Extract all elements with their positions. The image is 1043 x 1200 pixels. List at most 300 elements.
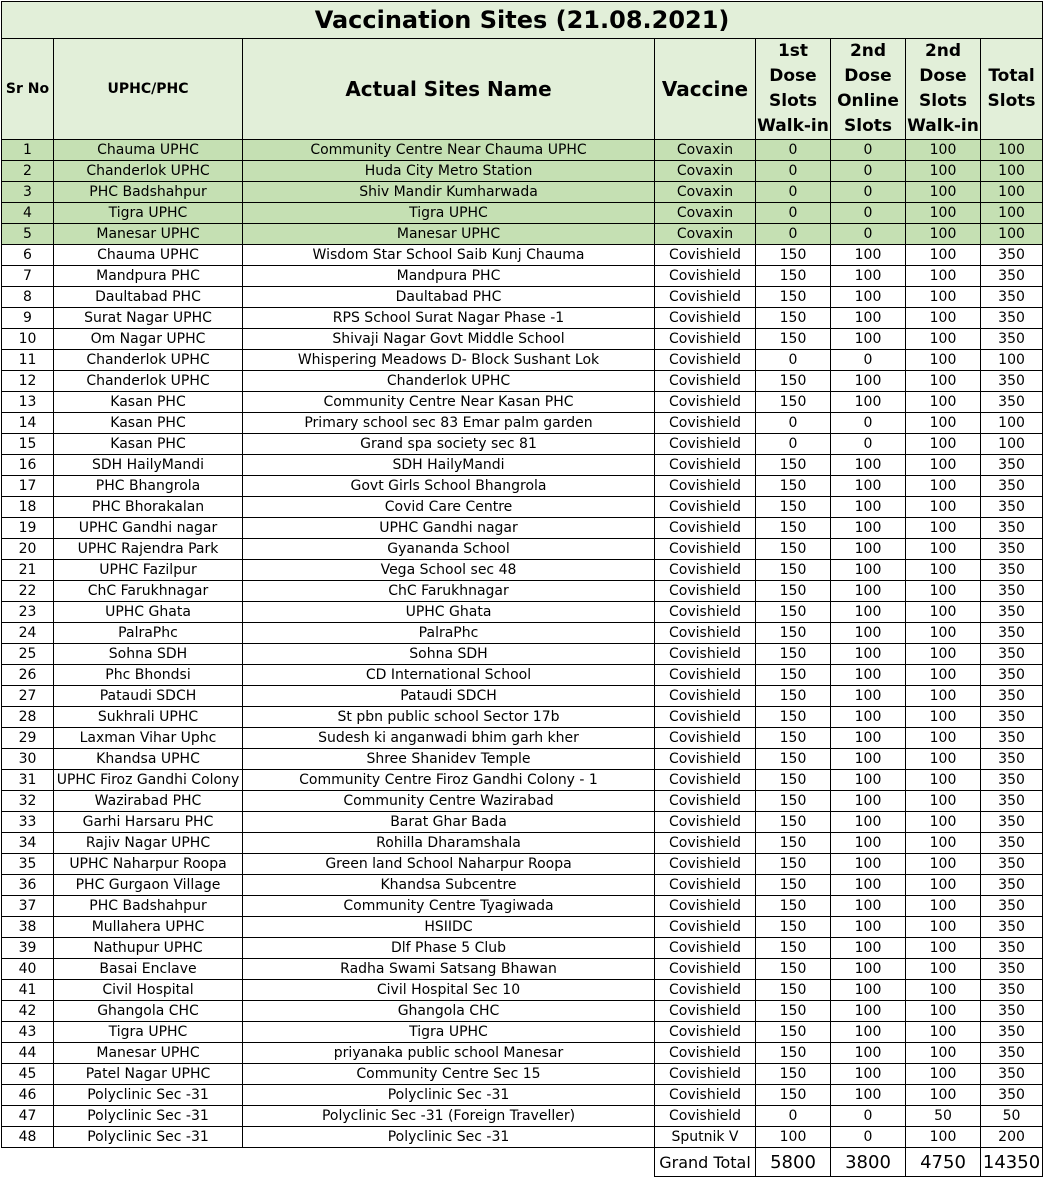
cell-dose2-online: 100 bbox=[831, 602, 906, 623]
cell-total-slots: 350 bbox=[981, 749, 1043, 770]
cell-vaccine: Covishield bbox=[655, 308, 756, 329]
cell-dose1-walkin: 0 bbox=[756, 434, 831, 455]
cell-dose1-walkin: 150 bbox=[756, 1043, 831, 1064]
header-dose1-walkin: 1st Dose Slots Walk-in bbox=[756, 39, 831, 140]
cell-total-slots: 350 bbox=[981, 623, 1043, 644]
cell-dose1-walkin: 150 bbox=[756, 497, 831, 518]
cell-uphc: Civil Hospital bbox=[54, 980, 243, 1001]
cell-dose2-walkin: 100 bbox=[906, 980, 981, 1001]
cell-uphc: UPHC Ghata bbox=[54, 602, 243, 623]
table-row bbox=[2, 455, 1043, 476]
cell-uphc: Kasan PHC bbox=[54, 434, 243, 455]
cell-total-slots: 350 bbox=[981, 938, 1043, 959]
cell-uphc: UPHC Fazilpur bbox=[54, 560, 243, 581]
cell-uphc: Chanderlok UPHC bbox=[54, 350, 243, 371]
cell-vaccine: Covishield bbox=[655, 623, 756, 644]
cell-total-slots: 350 bbox=[981, 917, 1043, 938]
cell-dose1-walkin: 150 bbox=[756, 308, 831, 329]
cell-total-slots: 100 bbox=[981, 224, 1043, 245]
cell-vaccine: Covishield bbox=[655, 896, 756, 917]
cell-sr-no: 7 bbox=[2, 266, 54, 287]
table-body bbox=[2, 140, 1043, 1148]
cell-uphc: Mandpura PHC bbox=[54, 266, 243, 287]
header-total-slots: Total Slots bbox=[981, 39, 1043, 140]
cell-uphc: Tigra UPHC bbox=[54, 1022, 243, 1043]
cell-site-name: Wisdom Star School Saib Kunj Chauma bbox=[243, 245, 655, 266]
cell-uphc: UPHC Naharpur Roopa bbox=[54, 854, 243, 875]
table-row bbox=[2, 581, 1043, 602]
cell-site-name: Shiv Mandir Kumharwada bbox=[243, 182, 655, 203]
table-row bbox=[2, 539, 1043, 560]
cell-dose2-walkin: 100 bbox=[906, 959, 981, 980]
cell-site-name: RPS School Surat Nagar Phase -1 bbox=[243, 308, 655, 329]
cell-vaccine: Covaxin bbox=[655, 182, 756, 203]
cell-sr-no: 9 bbox=[2, 308, 54, 329]
cell-uphc: Patel Nagar UPHC bbox=[54, 1064, 243, 1085]
cell-dose1-walkin: 150 bbox=[756, 917, 831, 938]
table-row bbox=[2, 980, 1043, 1001]
cell-dose2-walkin: 100 bbox=[906, 644, 981, 665]
cell-sr-no: 4 bbox=[2, 203, 54, 224]
cell-dose2-online: 100 bbox=[831, 707, 906, 728]
cell-dose2-walkin: 100 bbox=[906, 1085, 981, 1106]
table-row bbox=[2, 308, 1043, 329]
grand-total-dose2-online: 3800 bbox=[831, 1148, 906, 1177]
cell-uphc: UPHC Rajendra Park bbox=[54, 539, 243, 560]
cell-dose2-online: 100 bbox=[831, 791, 906, 812]
cell-vaccine: Covishield bbox=[655, 497, 756, 518]
cell-dose2-online: 0 bbox=[831, 350, 906, 371]
cell-dose2-online: 100 bbox=[831, 329, 906, 350]
table-row bbox=[2, 1043, 1043, 1064]
table-row bbox=[2, 707, 1043, 728]
cell-dose2-walkin: 100 bbox=[906, 287, 981, 308]
cell-uphc: Daultabad PHC bbox=[54, 287, 243, 308]
cell-dose2-online: 100 bbox=[831, 833, 906, 854]
cell-vaccine: Covishield bbox=[655, 917, 756, 938]
cell-vaccine: Covishield bbox=[655, 791, 756, 812]
cell-site-name: Dlf Phase 5 Club bbox=[243, 938, 655, 959]
cell-site-name: Tigra UPHC bbox=[243, 1022, 655, 1043]
cell-uphc: PHC Badshahpur bbox=[54, 896, 243, 917]
grand-total-dose1-walkin: 5800 bbox=[756, 1148, 831, 1177]
table-row bbox=[2, 182, 1043, 203]
cell-dose2-online: 100 bbox=[831, 266, 906, 287]
cell-vaccine: Sputnik V bbox=[655, 1127, 756, 1148]
cell-dose2-online: 100 bbox=[831, 959, 906, 980]
cell-total-slots: 350 bbox=[981, 791, 1043, 812]
table-row bbox=[2, 896, 1043, 917]
cell-site-name: Tigra UPHC bbox=[243, 203, 655, 224]
cell-dose2-walkin: 100 bbox=[906, 308, 981, 329]
cell-sr-no: 1 bbox=[2, 140, 54, 161]
cell-sr-no: 38 bbox=[2, 917, 54, 938]
cell-dose2-walkin: 100 bbox=[906, 161, 981, 182]
cell-dose2-walkin: 100 bbox=[906, 497, 981, 518]
cell-dose1-walkin: 0 bbox=[756, 350, 831, 371]
cell-dose2-online: 100 bbox=[831, 497, 906, 518]
grand-total-spacer bbox=[2, 1148, 655, 1177]
cell-total-slots: 100 bbox=[981, 140, 1043, 161]
cell-dose2-online: 0 bbox=[831, 224, 906, 245]
cell-uphc: Polyclinic Sec -31 bbox=[54, 1085, 243, 1106]
cell-total-slots: 350 bbox=[981, 455, 1043, 476]
cell-vaccine: Covishield bbox=[655, 350, 756, 371]
table-row bbox=[2, 833, 1043, 854]
cell-sr-no: 42 bbox=[2, 1001, 54, 1022]
cell-uphc: Chauma UPHC bbox=[54, 245, 243, 266]
cell-total-slots: 350 bbox=[981, 392, 1043, 413]
cell-uphc: PHC Gurgaon Village bbox=[54, 875, 243, 896]
cell-site-name: Rohilla Dharamshala bbox=[243, 833, 655, 854]
cell-sr-no: 11 bbox=[2, 350, 54, 371]
cell-dose1-walkin: 150 bbox=[756, 1022, 831, 1043]
table-row bbox=[2, 959, 1043, 980]
cell-uphc: UPHC Firoz Gandhi Colony bbox=[54, 770, 243, 791]
table-row bbox=[2, 434, 1043, 455]
cell-dose2-walkin: 100 bbox=[906, 245, 981, 266]
cell-dose2-online: 0 bbox=[831, 203, 906, 224]
cell-dose1-walkin: 0 bbox=[756, 203, 831, 224]
cell-dose2-walkin: 100 bbox=[906, 917, 981, 938]
cell-dose2-online: 100 bbox=[831, 896, 906, 917]
cell-total-slots: 100 bbox=[981, 413, 1043, 434]
cell-sr-no: 27 bbox=[2, 686, 54, 707]
cell-dose1-walkin: 150 bbox=[756, 707, 831, 728]
cell-sr-no: 26 bbox=[2, 665, 54, 686]
cell-dose2-walkin: 100 bbox=[906, 224, 981, 245]
table-row bbox=[2, 1106, 1043, 1127]
cell-vaccine: Covishield bbox=[655, 833, 756, 854]
table-row bbox=[2, 728, 1043, 749]
cell-site-name: Barat Ghar Bada bbox=[243, 812, 655, 833]
cell-total-slots: 350 bbox=[981, 476, 1043, 497]
cell-site-name: Shivaji Nagar Govt Middle School bbox=[243, 329, 655, 350]
cell-vaccine: Covishield bbox=[655, 1022, 756, 1043]
cell-dose1-walkin: 150 bbox=[756, 686, 831, 707]
cell-total-slots: 350 bbox=[981, 707, 1043, 728]
cell-total-slots: 100 bbox=[981, 203, 1043, 224]
cell-vaccine: Covishield bbox=[655, 581, 756, 602]
table-row bbox=[2, 287, 1043, 308]
cell-total-slots: 100 bbox=[981, 161, 1043, 182]
cell-sr-no: 22 bbox=[2, 581, 54, 602]
cell-total-slots: 350 bbox=[981, 980, 1043, 1001]
cell-dose2-walkin: 100 bbox=[906, 413, 981, 434]
table-row bbox=[2, 623, 1043, 644]
cell-dose2-walkin: 100 bbox=[906, 476, 981, 497]
cell-total-slots: 350 bbox=[981, 686, 1043, 707]
cell-total-slots: 100 bbox=[981, 350, 1043, 371]
cell-sr-no: 24 bbox=[2, 623, 54, 644]
cell-sr-no: 19 bbox=[2, 518, 54, 539]
cell-dose2-walkin: 100 bbox=[906, 350, 981, 371]
cell-dose1-walkin: 150 bbox=[756, 371, 831, 392]
cell-vaccine: Covishield bbox=[655, 455, 756, 476]
page-title: Vaccination Sites (21.08.2021) bbox=[2, 2, 1043, 39]
cell-dose2-walkin: 100 bbox=[906, 938, 981, 959]
cell-vaccine: Covishield bbox=[655, 266, 756, 287]
cell-site-name: Civil Hospital Sec 10 bbox=[243, 980, 655, 1001]
cell-dose1-walkin: 150 bbox=[756, 854, 831, 875]
cell-uphc: Nathupur UPHC bbox=[54, 938, 243, 959]
cell-sr-no: 8 bbox=[2, 287, 54, 308]
table-row bbox=[2, 392, 1043, 413]
cell-site-name: Green land School Naharpur Roopa bbox=[243, 854, 655, 875]
cell-dose1-walkin: 150 bbox=[756, 770, 831, 791]
cell-total-slots: 100 bbox=[981, 434, 1043, 455]
cell-site-name: Ghangola CHC bbox=[243, 1001, 655, 1022]
table-row bbox=[2, 560, 1043, 581]
cell-vaccine: Covishield bbox=[655, 245, 756, 266]
cell-total-slots: 350 bbox=[981, 1022, 1043, 1043]
cell-uphc: Sohna SDH bbox=[54, 644, 243, 665]
cell-uphc: ChC Farukhnagar bbox=[54, 581, 243, 602]
cell-sr-no: 43 bbox=[2, 1022, 54, 1043]
cell-site-name: Gyananda School bbox=[243, 539, 655, 560]
cell-vaccine: Covaxin bbox=[655, 203, 756, 224]
cell-dose2-walkin: 100 bbox=[906, 371, 981, 392]
table-row bbox=[2, 1022, 1043, 1043]
cell-site-name: Community Centre Tyagiwada bbox=[243, 896, 655, 917]
cell-dose1-walkin: 150 bbox=[756, 665, 831, 686]
cell-dose2-online: 100 bbox=[831, 287, 906, 308]
cell-dose1-walkin: 150 bbox=[756, 833, 831, 854]
cell-sr-no: 31 bbox=[2, 770, 54, 791]
table-row bbox=[2, 497, 1043, 518]
cell-total-slots: 350 bbox=[981, 833, 1043, 854]
table-row bbox=[2, 476, 1043, 497]
table-row bbox=[2, 1127, 1043, 1148]
cell-total-slots: 350 bbox=[981, 1001, 1043, 1022]
cell-sr-no: 21 bbox=[2, 560, 54, 581]
table-row bbox=[2, 161, 1043, 182]
grand-total-row bbox=[2, 1148, 1043, 1177]
cell-total-slots: 350 bbox=[981, 665, 1043, 686]
cell-dose2-online: 100 bbox=[831, 392, 906, 413]
cell-uphc: Rajiv Nagar UPHC bbox=[54, 833, 243, 854]
cell-site-name: Whispering Meadows D- Block Sushant Lok bbox=[243, 350, 655, 371]
cell-sr-no: 20 bbox=[2, 539, 54, 560]
table-row bbox=[2, 791, 1043, 812]
cell-site-name: Community Centre Wazirabad bbox=[243, 791, 655, 812]
cell-sr-no: 25 bbox=[2, 644, 54, 665]
cell-total-slots: 200 bbox=[981, 1127, 1043, 1148]
cell-total-slots: 350 bbox=[981, 602, 1043, 623]
cell-vaccine: Covishield bbox=[655, 875, 756, 896]
cell-site-name: Mandpura PHC bbox=[243, 266, 655, 287]
cell-total-slots: 350 bbox=[981, 245, 1043, 266]
cell-vaccine: Covaxin bbox=[655, 161, 756, 182]
table-row bbox=[2, 644, 1043, 665]
cell-dose2-walkin: 100 bbox=[906, 833, 981, 854]
table-row bbox=[2, 686, 1043, 707]
cell-dose1-walkin: 150 bbox=[756, 728, 831, 749]
cell-vaccine: Covishield bbox=[655, 1043, 756, 1064]
cell-dose2-walkin: 100 bbox=[906, 728, 981, 749]
cell-dose2-online: 100 bbox=[831, 1043, 906, 1064]
cell-dose2-online: 100 bbox=[831, 371, 906, 392]
cell-total-slots: 350 bbox=[981, 581, 1043, 602]
cell-uphc: PalraPhc bbox=[54, 623, 243, 644]
vaccination-sites-table bbox=[1, 1, 1043, 1177]
table-row bbox=[2, 224, 1043, 245]
cell-site-name: Daultabad PHC bbox=[243, 287, 655, 308]
cell-uphc: PHC Bhangrola bbox=[54, 476, 243, 497]
cell-total-slots: 350 bbox=[981, 875, 1043, 896]
cell-vaccine: Covishield bbox=[655, 560, 756, 581]
cell-dose1-walkin: 150 bbox=[756, 455, 831, 476]
cell-dose2-online: 100 bbox=[831, 686, 906, 707]
table-row bbox=[2, 413, 1043, 434]
cell-dose2-walkin: 100 bbox=[906, 602, 981, 623]
cell-dose1-walkin: 150 bbox=[756, 287, 831, 308]
cell-sr-no: 6 bbox=[2, 245, 54, 266]
cell-site-name: UPHC Gandhi nagar bbox=[243, 518, 655, 539]
cell-vaccine: Covishield bbox=[655, 938, 756, 959]
cell-dose1-walkin: 0 bbox=[756, 140, 831, 161]
cell-dose2-walkin: 100 bbox=[906, 707, 981, 728]
cell-vaccine: Covishield bbox=[655, 602, 756, 623]
cell-sr-no: 5 bbox=[2, 224, 54, 245]
cell-site-name: priyanaka public school Manesar bbox=[243, 1043, 655, 1064]
cell-dose1-walkin: 150 bbox=[756, 266, 831, 287]
cell-vaccine: Covishield bbox=[655, 1106, 756, 1127]
cell-dose1-walkin: 150 bbox=[756, 602, 831, 623]
cell-sr-no: 37 bbox=[2, 896, 54, 917]
cell-site-name: Sohna SDH bbox=[243, 644, 655, 665]
cell-dose2-walkin: 100 bbox=[906, 392, 981, 413]
cell-sr-no: 34 bbox=[2, 833, 54, 854]
cell-sr-no: 35 bbox=[2, 854, 54, 875]
cell-sr-no: 39 bbox=[2, 938, 54, 959]
cell-total-slots: 350 bbox=[981, 896, 1043, 917]
cell-dose1-walkin: 150 bbox=[756, 329, 831, 350]
cell-dose2-walkin: 100 bbox=[906, 623, 981, 644]
cell-uphc: SDH HailyMandi bbox=[54, 455, 243, 476]
cell-dose2-online: 100 bbox=[831, 1085, 906, 1106]
cell-dose2-online: 100 bbox=[831, 665, 906, 686]
cell-dose2-online: 0 bbox=[831, 1127, 906, 1148]
table-row bbox=[2, 350, 1043, 371]
cell-site-name: PalraPhc bbox=[243, 623, 655, 644]
cell-site-name: CD International School bbox=[243, 665, 655, 686]
cell-dose1-walkin: 0 bbox=[756, 161, 831, 182]
cell-site-name: SDH HailyMandi bbox=[243, 455, 655, 476]
cell-total-slots: 350 bbox=[981, 854, 1043, 875]
cell-total-slots: 350 bbox=[981, 959, 1043, 980]
cell-sr-no: 32 bbox=[2, 791, 54, 812]
cell-dose1-walkin: 0 bbox=[756, 413, 831, 434]
cell-site-name: Community Centre Sec 15 bbox=[243, 1064, 655, 1085]
cell-dose2-walkin: 100 bbox=[906, 854, 981, 875]
cell-dose2-online: 100 bbox=[831, 560, 906, 581]
cell-site-name: Govt Girls School Bhangrola bbox=[243, 476, 655, 497]
cell-site-name: Grand spa society sec 81 bbox=[243, 434, 655, 455]
cell-dose2-walkin: 100 bbox=[906, 1043, 981, 1064]
cell-site-name: Shree Shanidev Temple bbox=[243, 749, 655, 770]
cell-total-slots: 350 bbox=[981, 812, 1043, 833]
cell-dose2-walkin: 100 bbox=[906, 896, 981, 917]
cell-total-slots: 350 bbox=[981, 329, 1043, 350]
cell-site-name: Manesar UPHC bbox=[243, 224, 655, 245]
cell-dose2-walkin: 100 bbox=[906, 749, 981, 770]
cell-site-name: HSIIDC bbox=[243, 917, 655, 938]
cell-dose1-walkin: 150 bbox=[756, 959, 831, 980]
cell-uphc: Laxman Vihar Uphc bbox=[54, 728, 243, 749]
cell-dose1-walkin: 150 bbox=[756, 1085, 831, 1106]
table-row bbox=[2, 1085, 1043, 1106]
cell-vaccine: Covaxin bbox=[655, 140, 756, 161]
table-row bbox=[2, 1001, 1043, 1022]
cell-site-name: Polyclinic Sec -31 (Foreign Traveller) bbox=[243, 1106, 655, 1127]
cell-sr-no: 16 bbox=[2, 455, 54, 476]
cell-vaccine: Covishield bbox=[655, 539, 756, 560]
cell-site-name: Polyclinic Sec -31 bbox=[243, 1127, 655, 1148]
cell-total-slots: 350 bbox=[981, 287, 1043, 308]
header-uphc: UPHC/PHC bbox=[54, 39, 243, 140]
table-row bbox=[2, 518, 1043, 539]
cell-sr-no: 3 bbox=[2, 182, 54, 203]
cell-total-slots: 350 bbox=[981, 1085, 1043, 1106]
cell-dose2-walkin: 50 bbox=[906, 1106, 981, 1127]
cell-total-slots: 350 bbox=[981, 560, 1043, 581]
cell-dose2-online: 100 bbox=[831, 1064, 906, 1085]
cell-vaccine: Covishield bbox=[655, 329, 756, 350]
cell-dose2-online: 100 bbox=[831, 749, 906, 770]
cell-vaccine: Covishield bbox=[655, 392, 756, 413]
table-row bbox=[2, 371, 1043, 392]
cell-vaccine: Covishield bbox=[655, 1001, 756, 1022]
cell-total-slots: 350 bbox=[981, 644, 1043, 665]
cell-sr-no: 29 bbox=[2, 728, 54, 749]
header-dose2-walkin: 2nd Dose Slots Walk-in bbox=[906, 39, 981, 140]
cell-dose2-walkin: 100 bbox=[906, 203, 981, 224]
cell-sr-no: 36 bbox=[2, 875, 54, 896]
cell-total-slots: 350 bbox=[981, 1043, 1043, 1064]
cell-uphc: Om Nagar UPHC bbox=[54, 329, 243, 350]
cell-total-slots: 350 bbox=[981, 539, 1043, 560]
cell-dose2-walkin: 100 bbox=[906, 266, 981, 287]
cell-uphc: PHC Bhorakalan bbox=[54, 497, 243, 518]
table-row bbox=[2, 329, 1043, 350]
cell-site-name: Vega School sec 48 bbox=[243, 560, 655, 581]
cell-dose2-walkin: 100 bbox=[906, 665, 981, 686]
cell-site-name: Huda City Metro Station bbox=[243, 161, 655, 182]
cell-uphc: PHC Badshahpur bbox=[54, 182, 243, 203]
cell-dose2-walkin: 100 bbox=[906, 1064, 981, 1085]
cell-dose1-walkin: 150 bbox=[756, 245, 831, 266]
cell-dose1-walkin: 150 bbox=[756, 980, 831, 1001]
cell-dose1-walkin: 150 bbox=[756, 644, 831, 665]
cell-vaccine: Covishield bbox=[655, 854, 756, 875]
table-row bbox=[2, 203, 1043, 224]
cell-sr-no: 41 bbox=[2, 980, 54, 1001]
cell-dose1-walkin: 150 bbox=[756, 392, 831, 413]
cell-sr-no: 46 bbox=[2, 1085, 54, 1106]
cell-site-name: Community Centre Near Kasan PHC bbox=[243, 392, 655, 413]
cell-uphc: Surat Nagar UPHC bbox=[54, 308, 243, 329]
table-row bbox=[2, 266, 1043, 287]
table-row bbox=[2, 812, 1043, 833]
cell-dose2-walkin: 100 bbox=[906, 518, 981, 539]
header-vaccine: Vaccine bbox=[655, 39, 756, 140]
cell-uphc: Sukhrali UPHC bbox=[54, 707, 243, 728]
cell-total-slots: 350 bbox=[981, 1064, 1043, 1085]
cell-dose1-walkin: 100 bbox=[756, 1127, 831, 1148]
cell-dose2-online: 100 bbox=[831, 476, 906, 497]
cell-dose2-online: 100 bbox=[831, 245, 906, 266]
